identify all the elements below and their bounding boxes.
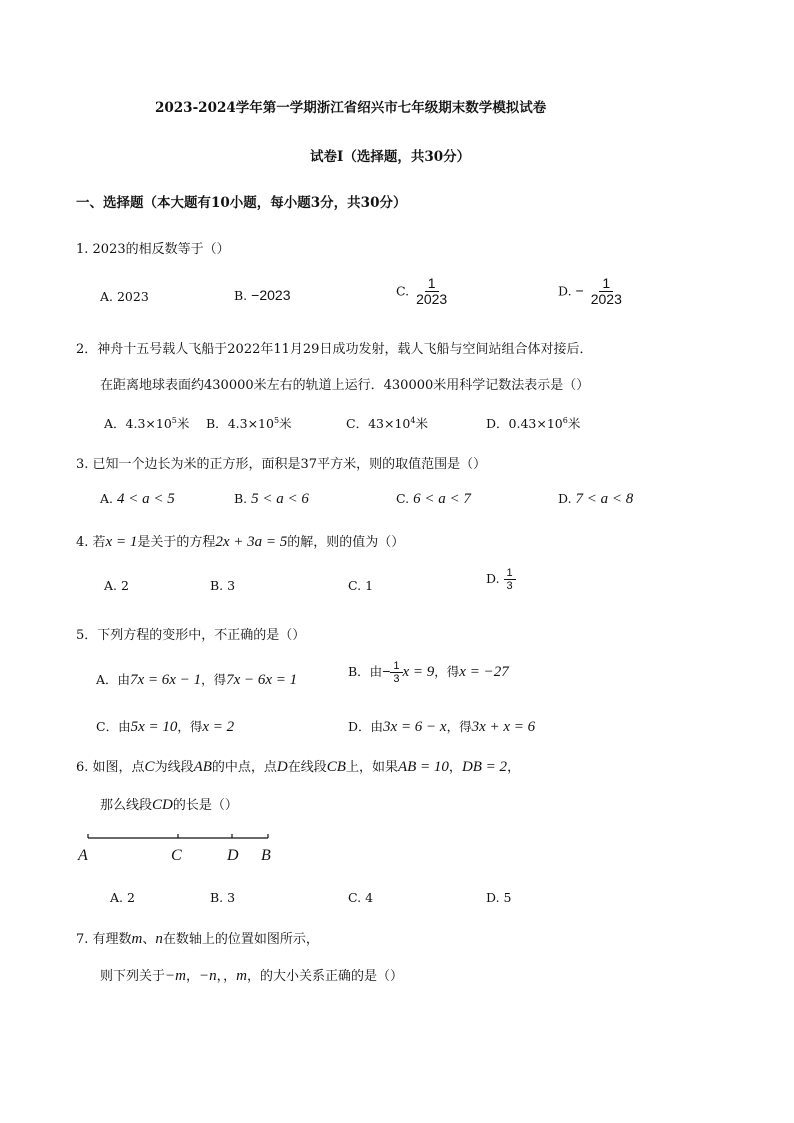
- question-2-stem-line1: 2．神舟十五号载人飞船于2022年11月29日成功发射，载人飞船与空间站组合体对接后．: [76, 342, 593, 357]
- q3-option-d: D. 7 < a < 8: [558, 491, 634, 507]
- q6-option-c: C. 4: [348, 890, 374, 905]
- label-b: B: [261, 847, 271, 864]
- q2-option-c: C．$43\times 10^4$米: [346, 415, 428, 431]
- paper-subtitle: 试卷Ⅰ（选择题，共30分）: [310, 149, 471, 165]
- q4-option-b: B. 3: [210, 578, 236, 593]
- q1-option-a: A. 2023: [100, 289, 149, 304]
- q1-option-c: C. $\frac{1}{2023}$: [396, 276, 450, 308]
- q3-option-c: C. 6 < a < 7: [396, 491, 471, 507]
- q5-option-a: A．由7x = 6x − 1，得7x − 6x = 1: [96, 672, 298, 688]
- question-6-stem-line1: 6. 如图，点C为线段AB的中点，点D在线段CB上，如果AB = 10，DB = 2，: [76, 759, 521, 775]
- q6-option-d: D. 5: [486, 890, 512, 905]
- q4-option-c: C. 1: [348, 578, 374, 593]
- q5-option-c: C．由5x = 10，得x = 2: [96, 719, 235, 735]
- q4-option-a: A. 2: [104, 578, 129, 593]
- q1-option-c-fraction: $\frac{1}{2023}$: [416, 275, 448, 308]
- q6-segment-figure: [70, 828, 290, 870]
- question-7-stem-line2: 则下列关于−m，−n，，m，的大小关系正确的是（）: [100, 968, 403, 984]
- q2-option-b: B．$4.3\times 10^5$米: [206, 415, 292, 431]
- q3-option-b: B. 5 < a < 6: [234, 491, 309, 507]
- question-5-stem: 5．下列方程的变形中，不正确的是（）: [76, 628, 306, 643]
- q4-option-d-fraction: $\frac{1}{3}$: [504, 567, 516, 592]
- q1-option-b: B. −2023: [234, 287, 291, 303]
- q4-math-1: x = 1: [105, 534, 138, 550]
- exam-title: 2023-2024学年第一学期浙江省绍兴市七年级期末数学模拟试卷: [155, 100, 547, 116]
- q5-option-b-fraction: $\frac{1}{3}$: [390, 660, 402, 685]
- question-3-stem: 3. 已知一个边长为米的正方形，面积是37平方米，则的取值范围是（）: [76, 457, 487, 472]
- q1-option-b-value: −2023: [251, 287, 291, 303]
- q2-option-a: A．$4.3\times 10^5$米: [104, 415, 190, 431]
- question-2-stem-line2: 在距离地球表面约430000米左右的轨道上运行．430000米用科学记数法表示是（）: [100, 378, 590, 393]
- q3-option-a: A. 4 < a < 5: [100, 491, 175, 507]
- q1-option-d: D. − $\frac{1}{2023}$: [558, 276, 625, 308]
- q4-math-2: 2x + 3a = 5: [215, 534, 288, 550]
- section-heading: 一、选择题（本大题有10小题，每小题3分，共30分）: [76, 195, 407, 211]
- question-4-stem: 4. 若x = 1是关于的方程2x + 3a = 5的解，则的值为（）: [76, 534, 405, 550]
- q6-option-a: A. 2: [110, 890, 135, 905]
- q6-option-b: B. 3: [210, 890, 236, 905]
- label-d: D: [227, 847, 239, 864]
- label-a: A: [78, 847, 88, 864]
- q4-option-d: D. $\frac{1}{3}$: [486, 567, 516, 592]
- q1-option-d-fraction: $\frac{1}{2023}$: [590, 275, 622, 308]
- q2-option-d: D．$0.43\times 10^6$米: [486, 415, 581, 431]
- question-6-stem-line2: 那么线段CD的长是（）: [100, 797, 238, 813]
- q5-option-d: D．由3x = 6 − x，得3x + x = 6: [348, 719, 536, 735]
- question-1-stem: 1. 2023的相反数等于（）: [76, 242, 230, 257]
- question-7-stem-line1: 7. 有理数m、n在数轴上的位置如图所示，: [76, 931, 319, 947]
- q5-option-b: B．由− $\frac{1}{3}$ x = 9，得x = −27: [348, 660, 509, 686]
- label-c: C: [171, 847, 182, 864]
